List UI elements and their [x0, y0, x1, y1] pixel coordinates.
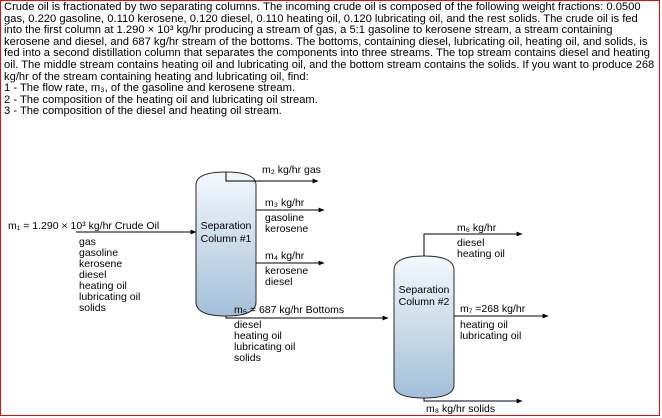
m2-label: m₂ kg/hr gas [262, 164, 321, 176]
problem-paragraph: Crude oil is fractionated by two separating columns. The incoming crude oil is composed of the following weight fractions: 0.0500 gas, 0.220 gasoline, 0.110 kerosene, 0.120 diesel, 0.110 heating oil, 0.120 lubricating oil, and the rest solids. The crude oil is fed into the first column at 1.290 × 10³ kg/hr producing a stream of gas, a 5:1 gasoline to kerosene stream, a stream containing kerosene and diesel, and 687 kg/hr stream of the bottoms. The bottoms, containing diesel, lubricating oil, heating oil, and solids, is fed into a second distillation column that separates the components into three streams. The top stream contains diesel and heating oil. The middle stream contains heating oil and lubricating oil, and the bottom stream contains the solids. If you want to produce 268 kg/hr of the stream containing heating and lubricating oil, find: [4, 1, 655, 83]
m5-label: m₅ = 687 kg/hr Bottoms [234, 304, 345, 316]
separation-column-1 [196, 172, 256, 316]
feed-component: diesel [79, 269, 107, 281]
m7-component: heating oil [460, 319, 508, 331]
feed-component: gasoline [79, 247, 119, 259]
question-3: 3 - The composition of the diesel and heating oil stream. [4, 105, 282, 118]
m4-component: kerosene [265, 265, 309, 277]
m5-component: heating oil [234, 330, 282, 342]
stream-m5-bottoms [226, 304, 388, 364]
stream-m6 [424, 222, 522, 260]
column-1-label-line1: Separation [200, 220, 252, 232]
question-1: 1 - The flow rate, m₃, of the gasoline and kerosene stream. [4, 82, 296, 95]
feed-component: heating oil [79, 280, 127, 292]
column-1-label-line2: Column #1 [200, 233, 252, 245]
stream-m1-feed [8, 220, 196, 314]
m7-component: lubricating oil [460, 330, 522, 342]
m5-arrow [226, 316, 388, 318]
separation-column-2 [394, 256, 454, 398]
stream-m8-solids [424, 398, 522, 415]
m6-label: m₆ kg/hr [457, 222, 497, 234]
m6-component: diesel [457, 237, 485, 249]
feed-component: solids [79, 302, 106, 314]
m4-label: m₄ kg/hr [265, 250, 305, 262]
question-2: 2 - The composition of the heating oil and lubricating oil stream. [4, 93, 318, 106]
m6-component: heating oil [457, 248, 505, 260]
m5-component: diesel [234, 319, 262, 331]
column-2-label-line2: Column #2 [398, 296, 450, 308]
m3-component: kerosene [265, 223, 309, 235]
m4-component: diesel [265, 276, 293, 288]
m8-arrow [424, 398, 522, 401]
m7-label: m₇ =268 kg/hr [460, 303, 526, 315]
m8-label: m₈ kg/hr solids [426, 403, 496, 415]
feed-component: lubricating oil [79, 291, 141, 303]
m3-component: gasoline [265, 212, 305, 224]
feed-component: kerosene [79, 258, 123, 270]
m3-label: m₃ kg/hr [265, 197, 305, 209]
stream-m7 [454, 303, 548, 342]
stream-m4 [256, 250, 324, 288]
m5-component: lubricating oil [234, 341, 296, 353]
feed-label: m₁ = 1.290 × 10³ kg/hr Crude Oil [8, 220, 160, 232]
m5-component: solids [234, 352, 261, 364]
stream-m3 [256, 197, 324, 235]
feed-component: gas [79, 236, 96, 248]
column-2-label-line1: Separation [398, 284, 450, 296]
